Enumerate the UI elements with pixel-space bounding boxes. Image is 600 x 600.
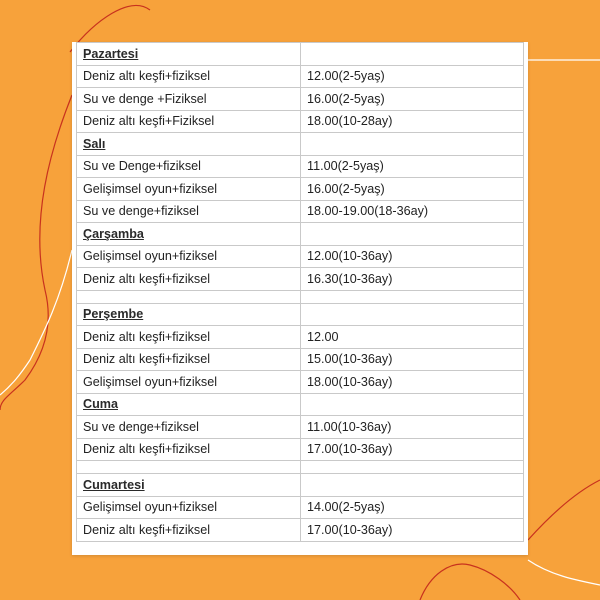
day-cell <box>77 474 301 497</box>
activity-cell: Deniz altı keşfi+fiziksel <box>77 438 301 461</box>
activity-cell: Su ve Denge+fiziksel <box>77 155 301 178</box>
activity-cell: Deniz altı keşfi+fiziksel <box>77 326 301 349</box>
table-row <box>77 178 524 201</box>
activity-cell: Deniz altı keşfi+fiziksel <box>77 268 301 291</box>
table-row <box>77 371 524 394</box>
day-header-row <box>77 43 524 66</box>
table-row <box>77 348 524 371</box>
time-cell: 12.00(2-5yaş) <box>301 65 524 88</box>
time-cell: 16.00(2-5yaş) <box>301 88 524 111</box>
empty-cell <box>301 133 524 156</box>
empty-cell <box>301 223 524 246</box>
activity-cell: Gelişimsel oyun+fiziksel <box>77 178 301 201</box>
table-row <box>77 519 524 542</box>
activity-cell: Deniz altı keşfi+fiziksel <box>77 348 301 371</box>
day-header-row <box>77 393 524 416</box>
day-label: Perşembe <box>83 307 144 322</box>
time-cell: 11.00(10-36ay) <box>301 416 524 439</box>
table-row <box>77 268 524 291</box>
empty-row <box>77 461 524 474</box>
time-cell: 15.00(10-36ay) <box>301 348 524 371</box>
empty-cell <box>301 474 524 497</box>
white-curve-left <box>0 250 72 395</box>
day-header-row <box>77 223 524 246</box>
day-label: Salı <box>83 136 106 151</box>
day-header-row <box>77 303 524 326</box>
activity-cell: Gelişimsel oyun+fiziksel <box>77 371 301 394</box>
day-cell <box>77 303 301 326</box>
table-row <box>77 110 524 133</box>
table-row <box>77 496 524 519</box>
day-label: Çarşamba <box>83 226 144 241</box>
day-cell <box>77 133 301 156</box>
schedule-table <box>76 42 524 542</box>
day-cell <box>77 43 301 66</box>
time-cell: 16.30(10-36ay) <box>301 268 524 291</box>
time-cell: 18.00-19.00(18-36ay) <box>301 200 524 223</box>
day-header-row <box>77 133 524 156</box>
time-cell: 17.00(10-36ay) <box>301 519 524 542</box>
table-row <box>77 88 524 111</box>
empty-cell <box>301 303 524 326</box>
table-row <box>77 416 524 439</box>
empty-cell <box>301 290 524 303</box>
day-cell <box>77 393 301 416</box>
activity-cell: Gelişimsel oyun+fiziksel <box>77 245 301 268</box>
empty-cell <box>301 461 524 474</box>
time-cell: 11.00(2-5yaş) <box>301 155 524 178</box>
day-label: Cuma <box>83 397 118 412</box>
activity-cell: Deniz altı keşfi+fiziksel <box>77 65 301 88</box>
empty-cell <box>77 290 301 303</box>
activity-cell: Gelişimsel oyun+fiziksel <box>77 496 301 519</box>
table-row <box>77 326 524 349</box>
day-header-row <box>77 474 524 497</box>
table-row <box>77 438 524 461</box>
activity-cell: Su ve denge+fiziksel <box>77 416 301 439</box>
time-cell: 18.00(10-28ay) <box>301 110 524 133</box>
table-row <box>77 155 524 178</box>
empty-cell <box>301 43 524 66</box>
red-curve-bottom <box>420 564 520 600</box>
activity-cell: Deniz altı keşfi+Fiziksel <box>77 110 301 133</box>
day-label: Cumartesi <box>83 477 145 492</box>
schedule-card <box>72 42 528 555</box>
empty-cell <box>301 393 524 416</box>
day-label: Pazartesi <box>83 46 139 61</box>
time-cell: 16.00(2-5yaş) <box>301 178 524 201</box>
time-cell: 18.00(10-36ay) <box>301 371 524 394</box>
white-curve-bottom-right <box>528 560 600 585</box>
activity-cell: Deniz altı keşfi+fiziksel <box>77 519 301 542</box>
empty-row <box>77 290 524 303</box>
empty-cell <box>77 461 301 474</box>
red-curve-right <box>528 480 600 540</box>
time-cell: 14.00(2-5yaş) <box>301 496 524 519</box>
time-cell: 12.00 <box>301 326 524 349</box>
activity-cell: Su ve denge+fiziksel <box>77 200 301 223</box>
red-curve-left <box>0 95 72 410</box>
table-row <box>77 245 524 268</box>
activity-cell: Su ve denge +Fiziksel <box>77 88 301 111</box>
time-cell: 17.00(10-36ay) <box>301 438 524 461</box>
time-cell: 12.00(10-36ay) <box>301 245 524 268</box>
table-row <box>77 65 524 88</box>
table-row <box>77 200 524 223</box>
day-cell <box>77 223 301 246</box>
schedule-body <box>77 43 524 542</box>
